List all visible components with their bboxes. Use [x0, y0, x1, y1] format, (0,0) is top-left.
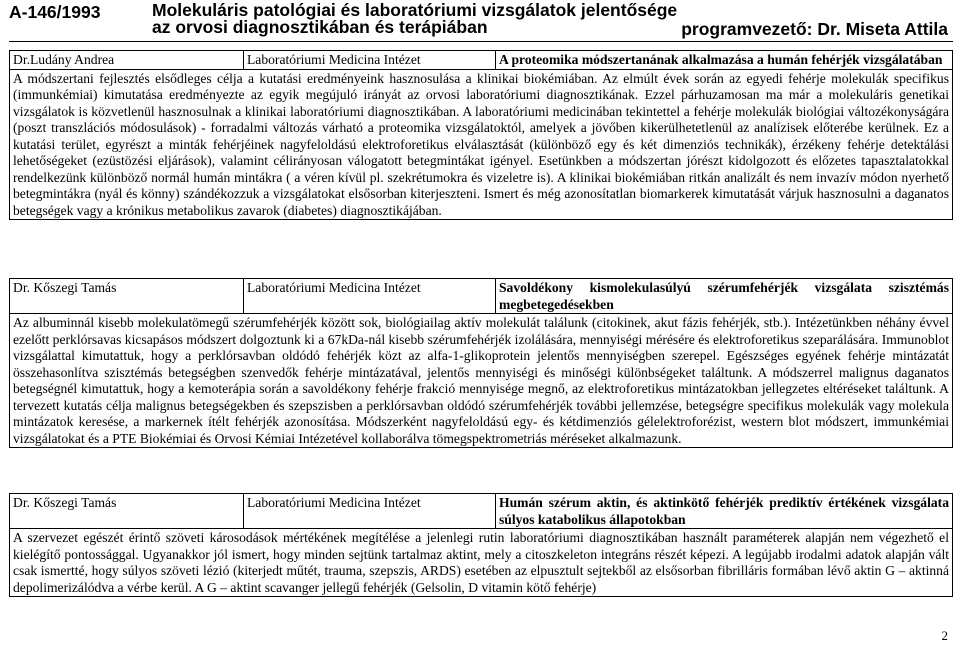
project-title: Savoldékony kismolekulasúlyú szérumfehérjék vizsgálata szisztémás megbetegedésekben [496, 279, 953, 314]
project-description: A módszertani fejlesztés elsődleges célja a kutatási eredményeink hasznosulása a klinikai biokémiában. Az elmúlt évek során az egyedi fehérje molekulák specifikus (immunkémiai) kimutatása eredményezte az egyik megújuló irányát az orvosi laboratóriumi diagnosztikának. Ezzel párhuzamosan ma már a molekuláris genetikai vizsgálatok is közvetlenül hasznosulnak a klinikai laboratóriumi diagnosztikában. A laboratóriumi medicinában tekintettel a fehérje molekulák biológiai változékonyságára (poszt transzlációs módosulások) - forradalmi változás várható a proteomika vizsgálatoktól, amelyek a jövőben kikerülhetetlenül az analízisek előterébe kerülnek. Ez a kutatási terület, egyrészt a minták fehérjéinek nagyfeloldású elektroforetikus elválasztását (különböző egy és két dimenziós technikák), érzékeny fehérje detektálási lehetőségeket (ezüstözési eljárások), valamint célirányosan válogatott betegmintákat igényel. Esetünkben a módszertan jórészt kidolgozott és előzetes tapasztalatokkal rendelkezünk különböző normál humán mintákra ( a véren kívül pl. szekrétumokra és vizeletre is). A klinikai biokémiában ritkán analizált és nem invazív módon nyerhető betegmintákra (nyál és könny) szándékozzuk a vizsgálatokat elsősorban kiterjeszteni. Ismert és még azonosítatlan biomarkerek kimutatását várjuk hasznosulni a daganatos betegségek vagy a krónikus metabolikus zavarok (diabetes) diagnosztikájában. [10, 69, 953, 220]
program-title-line2: az orvosi diagnosztikában és terápiában [152, 17, 488, 37]
author-cell: Dr. Kőszegi Tamás [10, 279, 244, 314]
program-director: programvezető: Dr. Miseta Attila [681, 19, 948, 39]
header-divider [9, 41, 953, 42]
program-title [152, 2, 677, 36]
institute-cell: Laboratóriumi Medicina Intézet [244, 279, 496, 314]
project-title: Humán szérum aktin, és aktinkötő fehérjék prediktív értékének vizsgálata súlyos katabolikus állapotokban [496, 494, 953, 529]
project-description: Az albuminnál kisebb molekulatömegű szérumfehérjék között sok, biológiailag aktív molekulát találunk (citokinek, akut fázis fehérjék, stb.). Intézetünkben néhány évvel ezelőtt perklórsavas kicsapásos módszert dolgoztunk ki a 67kDa-nál kisebb szérumfehérjék izolálására, mennyiségi mérésére és elektroforetikus szeparálására. Immunoblot vizsgálattal kimutattuk, hogy a perklórsavban oldódó fehérjék közt az alfa-1-glikoprotein jelentős mennyiségben szerepel. Egészséges egyének fehérje mintázatát összehasonlítva szisztémás betegségben szenvedők fehérje mintázatával, jelentős mennyiségi és minőségi különbségeket találtunk. A módszerrel malignus daganatos betegségnél kimutattuk, hogy a kemoterápia során a savoldékony fehérje frakció mennyisége megnő, az elektroforetikus mintázatokban jellegzetes eltéréseket találtunk. A tervezett kutatás célja malignus betegségekben és szepszisben a perklórsavban oldódó szérumfehérjék további jellemzése, betegségre specifikus molekulák vagy molekula mintázatok keresése, a markernek ítélt fehérjék azonosítása. Módszerként nagyfeloldású egy- és kétdimenziós gélelektroforézist, western blot módszert, immunkémiai vizsgálatokat és a PTE Biokémiai és Orvosi Kémiai Intézetével kollaborálva tömegspektrometriás méréseket alkalmazunk. [10, 314, 953, 448]
project-entry [9, 493, 953, 597]
project-entry [9, 50, 953, 220]
institute-cell: Laboratóriumi Medicina Intézet [244, 494, 496, 529]
project-entry [9, 278, 953, 448]
author-cell: Dr. Kőszegi Tamás [10, 494, 244, 529]
project-description: A szervezet egészét érintő szöveti károsodások mértékének megítélése a jelenlegi rutin laboratóriumi diagnosztikában használt paraméterek alapján nem végezhető el kielégítő pontossággal. Ugyanakkor jól ismert, hogy minden sejtünk tartalmaz aktint, mely a citoszkeleton integráns részét képezi. A legújabb irodalmi adatok alapján vált csak ismertté, hogy súlyos szöveti lézió (kiterjedt műtét, trauma, szepszis, ARDS) esetében az elpusztult sejtekből az elsősorban fibrilláris formában lévő aktin G – aktinná depolimerizálódva a vérbe kerül. A G – aktint scavanger jellegű fehérjék (Gelsolin, D vitamin kötő fehérje) [10, 529, 953, 597]
author-cell: Dr.Ludány Andrea [10, 51, 244, 70]
project-title: A proteomika módszertanának alkalmazása a humán fehérjék vizsgálatában [496, 51, 953, 70]
institute-cell: Laboratóriumi Medicina Intézet [244, 51, 496, 70]
page-number: 2 [941, 628, 948, 643]
grant-id: A-146/1993 [9, 2, 101, 22]
page-header [0, 0, 960, 40]
program-title-line1: Molekuláris patológiai és laboratóriumi vizsgálatok jelentősége [152, 0, 678, 20]
